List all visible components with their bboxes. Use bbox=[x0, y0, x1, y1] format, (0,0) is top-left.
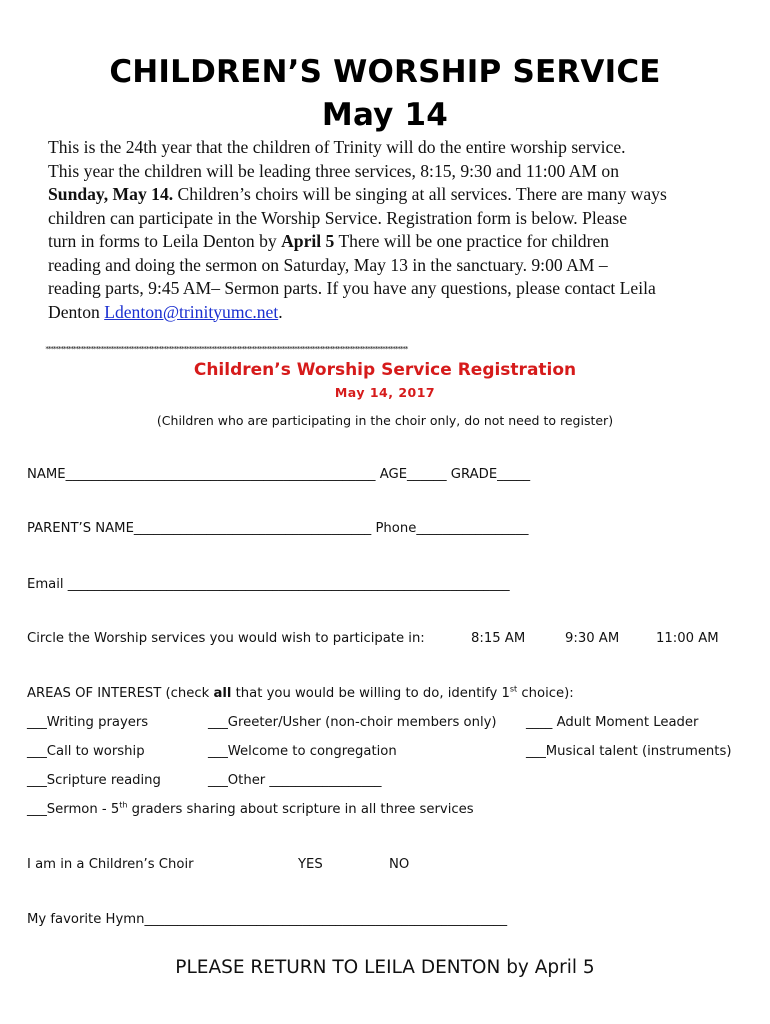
time-option-815[interactable]: 8:15 AM bbox=[471, 631, 526, 646]
separator-line: ************************************************************************************************************************************************ bbox=[45, 345, 408, 353]
intro-line bbox=[48, 301, 748, 325]
page-date: May 14 bbox=[321, 97, 449, 133]
intro-text: Denton bbox=[48, 301, 105, 322]
option-welcome[interactable]: ___Welcome to congregation bbox=[208, 744, 397, 759]
areas-text: that you would be willing to do, identify 1 bbox=[231, 686, 510, 701]
option-call-to-worship[interactable]: ___Call to worship bbox=[27, 744, 145, 759]
areas-text: choice): bbox=[517, 686, 574, 701]
option-other[interactable]: ___Other _________________ bbox=[208, 773, 382, 788]
intro-line: This year the children will be leading three services, 8:15, 9:30 and 11:00 AM on bbox=[48, 160, 620, 181]
intro-text: . bbox=[278, 301, 283, 322]
registration-title: Children’s Worship Service Registration bbox=[193, 360, 577, 380]
choir-yes-option[interactable]: YES bbox=[298, 857, 323, 872]
areas-text: AREAS OF INTEREST (check bbox=[27, 686, 214, 701]
time-option-1100[interactable]: 11:00 AM bbox=[656, 631, 719, 646]
intro-bold: Sunday, May 14. bbox=[48, 184, 174, 204]
registration-note: (Children who are participating in the choir only, do not need to register) bbox=[156, 413, 614, 428]
areas-bold: all bbox=[213, 686, 232, 701]
email-field[interactable]: Email ___________________________________________________________________ bbox=[27, 577, 510, 592]
choir-label: I am in a Children’s Choir bbox=[27, 857, 194, 872]
intro-line: This is the 24th year that the children of Trinity will do the entire worship service. bbox=[48, 137, 626, 157]
areas-of-interest-heading bbox=[27, 686, 574, 701]
time-option-930[interactable]: 9:30 AM bbox=[565, 631, 620, 646]
option-writing-prayers[interactable]: ___Writing prayers bbox=[27, 715, 149, 730]
intro-text: turn in forms to Leila Denton by bbox=[48, 231, 282, 251]
sermon-text: ___Sermon - 5 bbox=[27, 802, 120, 817]
intro-line bbox=[48, 230, 748, 254]
page-title: CHILDREN’S WORSHIP SERVICE bbox=[109, 54, 661, 90]
intro-line: reading and doing the sermon on Saturday, May 13 in the sanctuary. 9:00 AM – bbox=[48, 254, 608, 275]
option-scripture-reading[interactable]: ___Scripture reading bbox=[27, 773, 161, 788]
intro-bold: April 5 bbox=[281, 231, 335, 251]
intro-text: There will be one practice for children bbox=[334, 231, 610, 251]
circle-services-label: Circle the Worship services you would wish to participate in: bbox=[27, 631, 425, 646]
sermon-sup: th bbox=[119, 800, 128, 810]
intro-paragraph bbox=[48, 136, 748, 324]
option-sermon[interactable] bbox=[27, 802, 474, 817]
areas-sup: st bbox=[509, 684, 518, 694]
registration-date: May 14, 2017 bbox=[334, 385, 436, 400]
option-musical-talent[interactable]: ___Musical talent (instruments) bbox=[526, 744, 732, 759]
option-greeter-usher[interactable]: ___Greeter/Usher (non-choir members only) bbox=[208, 715, 497, 730]
sermon-text: graders sharing about scripture in all three services bbox=[127, 802, 474, 817]
choir-no-option[interactable]: NO bbox=[389, 857, 410, 872]
parent-phone-field[interactable]: PARENT’S NAME____________________________________ Phone_________________ bbox=[27, 521, 529, 536]
intro-line: reading parts, 9:45 AM– Sermon parts. If you have any questions, please contact Leila bbox=[48, 278, 656, 298]
option-adult-moment[interactable]: ____ Adult Moment Leader bbox=[526, 715, 699, 730]
intro-line bbox=[48, 183, 748, 207]
intro-line: children can participate in the Worship Service. Registration form is below. Please bbox=[48, 207, 628, 228]
name-age-grade-field[interactable]: NAME_______________________________________________ AGE______ GRADE_____ bbox=[27, 467, 531, 482]
return-instruction: PLEASE RETURN TO LEILA DENTON by April 5 bbox=[175, 957, 595, 978]
intro-text: Children’s choirs will be singing at all services. There are many ways bbox=[173, 184, 667, 204]
email-link[interactable]: Ldenton@trinityumc.net bbox=[104, 301, 279, 322]
favorite-hymn-field[interactable]: My favorite Hymn_______________________________________________________ bbox=[27, 912, 508, 927]
